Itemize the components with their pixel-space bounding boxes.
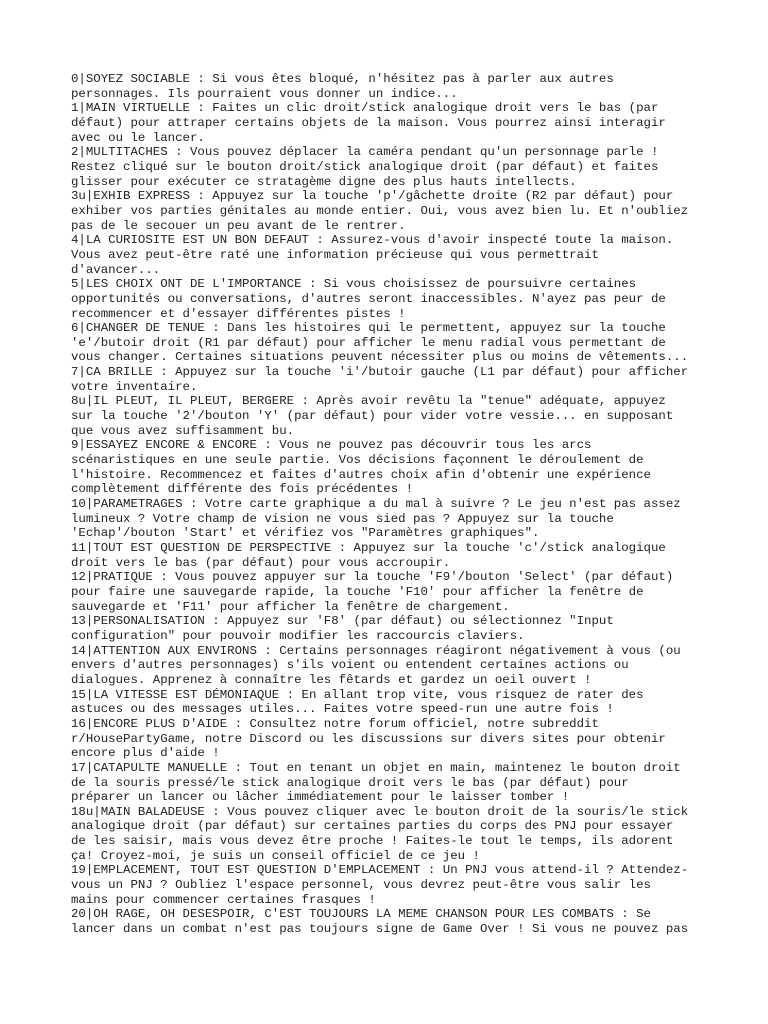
tip-11: 11|TOUT EST QUESTION DE PERSPECTIVE : Appuyez sur la touche 'c'/stick analogique droit vers le bas (par défaut) pour vous accroupir. (71, 541, 666, 570)
tip-5: 5|LES CHOIX ONT DE L'IMPORTANCE : Si vous choisissez de poursuivre certaines opportunités ou conversations, d'autres seront inaccessibles. N'ayez pas peur de recommencer et d'essayer différentes pistes ! (71, 277, 666, 321)
tip-17: 17|CATAPULTE MANUELLE : Tout en tenant un objet en main, maintenez le bouton droit de la souris pressé/le stick analogique droit vers le bas (par défaut) pour préparer un lancer ou lâcher immédiatement pour le laisser tomber ! (71, 760, 681, 805)
tip-18: 18u|MAIN BALADEUSE : Vous pouvez cliquer avec le bouton droit de la souris/le stick analogique droit (par défaut) sur certaines parties du corps des PNJ pour essayer de les saisir, mais vous devez être proche ! Faites-le tout le temps, ils adorent ça! Croyez-moi, je suis un conseil officiel de ce jeu ! (71, 804, 689, 863)
tip-19: 19|EMPLACEMENT, TOUT EST QUESTION D'EMPLACEMENT : Un PNJ vous attend-il ? Attendez- vous un PNJ ? Oubliez l'espace personnel, vous devrez peut-être vous salir les mains pour commencer certaines frasques ! (71, 863, 689, 907)
tip-4: 4|LA CURIOSITE EST UN BON DEFAUT : Assurez-vous d'avoir inspecté toute la maison. Vous avez peut-être raté une information précieuse qui vous permettrait d'avancer... (71, 233, 674, 277)
tip-8: 8u|IL PLEUT, IL PLEUT, BERGERE : Après avoir revêtu la "tenue" adéquate, appuyez sur la touche '2'/bouton 'Y' (par défaut) pour vider votre vessie... en supposant que vous avez suffisamment bu. (71, 394, 674, 438)
tip-12: 12|PRATIQUE : Vous pouvez appuyer sur la touche 'F9'/bouton 'Select' (par défaut) pour faire une sauvegarde rapide, la touche 'F10' pour afficher la fenêtre de sauvegarde et 'F11' pour afficher la fenêtre de chargement. (71, 570, 674, 614)
tip-6: 6|CHANGER DE TENUE : Dans les histoires qui le permettent, appuyez sur la touche 'e'/butoir droit (R1 par défaut) pour afficher le menu radial vous permettant de vous changer. Certaines situations peuvent nécessiter plus ou moins de vêtements... (71, 321, 689, 365)
tip-10: 10|PARAMETRAGES : Votre carte graphique a du mal à suivre ? Le jeu n'est pas assez lumineux ? Votre champ de vision ne vous sied pas ? Appuyez sur la touche 'Echap'/bouton 'Start' et vérifiez vos "Paramètres graphiques". (71, 497, 681, 541)
tip-14: 14|ATTENTION AUX ENVIRONS : Certains personnages réagiront négativement à vous (ou envers d'autres personnages) s'ils voient ou entendent certaines actions ou dialogues. Apprenez à connaître les fêtards et gardez un oeil ouvert ! (71, 643, 681, 687)
tip-15: 15|LA VITESSE EST DÉMONIAQUE : En allant trop vite, vous risquez de rater des astuces ou des messages utiles... Faites votre speed-run une autre fois ! (71, 687, 644, 717)
tip-1: 1|MAIN VIRTUELLE : Faites un clic droit/stick analogique droit vers le bas (par défaut) pour attraper certains objets de la maison. Vous pourrez ainsi interagir avec ou le lancer. (71, 101, 666, 145)
tip-16: 16|ENCORE PLUS D'AIDE : Consultez notre forum officiel, notre subreddit r/HousePartyGame, notre Discord ou les discussions sur divers sites pour obtenir encore plus d'aide ! (71, 716, 666, 761)
tip-20: 20|OH RAGE, OH DESESPOIR, C'EST TOUJOURS LA MEME CHANSON POUR LES COMBATS : Se lancer dans un combat n'est pas toujours signe de Game Over ! Si vous ne pouvez pas (71, 907, 689, 937)
tip-0: 0|SOYEZ SOCIABLE : Si vous êtes bloqué, n'hésitez pas à parler aux autres personnages. Ils pourraient vous donner un indice... (71, 72, 614, 101)
tip-9: 9|ESSAYEZ ENCORE & ENCORE : Vous ne pouvez pas découvrir tous les arcs scénaristiques en une seule partie. Vos décisions façonnent le déroulement de l'histoire. Recommencez et faites d'autres choix afin d'obtenir une expérience complètement différente des fois précédentes ! (71, 438, 651, 497)
tip-7: 7|CA BRILLE : Appuyez sur la touche 'i'/butoir gauche (L1 par défaut) pour afficher votre inventaire. (71, 365, 689, 394)
tip-2: 2|MULTITACHES : Vous pouvez déplacer la caméra pendant qu'un personnage parle ! Restez cliqué sur le bouton droit/stick analogique droit (par défaut) et faites glisser pour exécuter ce stratagème digne des plus hauts intellects. (71, 145, 659, 189)
document-page (71, 72, 711, 937)
tip-13: 13|PERSONALISATION : Appuyez sur 'F8' (par défaut) ou sélectionnez "Input configuration" pour pouvoir modifier les raccourcis claviers. (71, 614, 614, 643)
tip-3: 3u|EXHIB EXPRESS : Appuyez sur la touche 'p'/gâchette droite (R2 par défaut) pour exhiber vos parties génitales au monde entier. Oui, vous avez bien lu. Et n'oubliez pas de le secouer un peu avant de le rentrer. (71, 189, 689, 233)
